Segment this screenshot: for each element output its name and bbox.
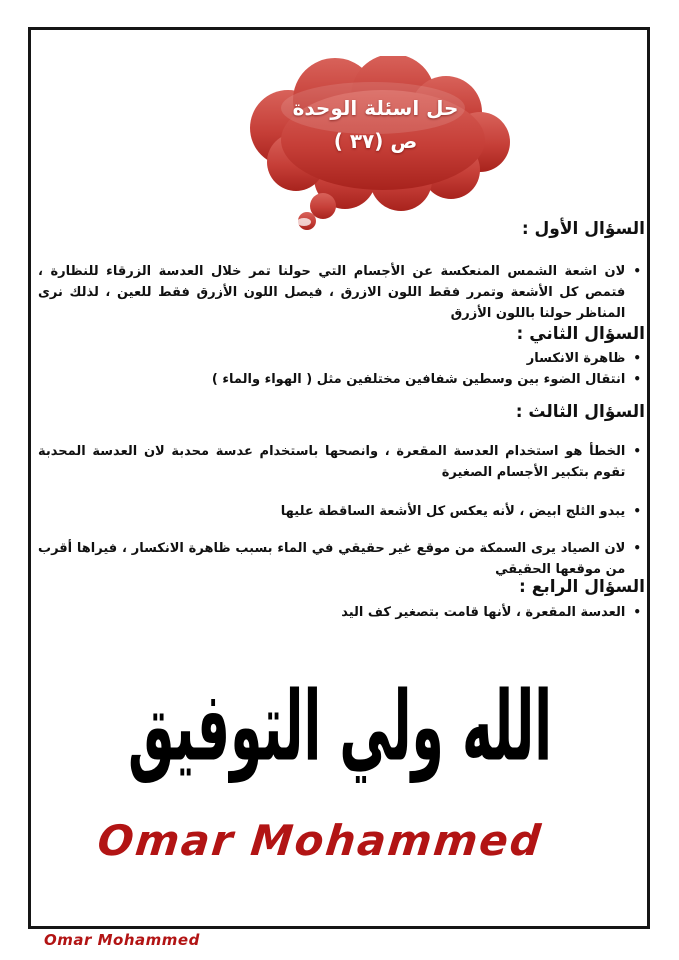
footer-author: Omar Mohammed: [44, 931, 200, 949]
section-3-bullet-3: • لان الصياد يرى السمكة من موقع غير حقيقي في الماء بسبب ظاهرة الانكسار ، فيراها أقرب من موقعها الحقيقي: [38, 538, 641, 580]
bullet-icon: •: [633, 351, 641, 365]
bullet-icon: •: [633, 504, 641, 518]
bullet-icon: •: [633, 605, 641, 619]
thought-bubble: [233, 56, 518, 234]
section-3-bullet-1: • الخطأ هو استخدام العدسة المقعرة ، وانصحها باستخدام عدسة محدبة لان العدسة المحدبة تقوم بتكبير الأجسام الصغيرة: [38, 441, 641, 483]
section-4-bullet-1: • العدسة المقعرة ، لأنها قامت بتصغير كف اليد: [38, 602, 641, 623]
bullet-icon: •: [633, 372, 641, 386]
section-3-title: السؤال الثالث :: [515, 402, 645, 422]
bullet-icon: •: [633, 264, 641, 278]
section-3-bullet-2: • يبدو الثلج ابيض ، لأنه يعكس كل الأشعة الساقطة عليها: [38, 501, 641, 522]
bubble-title: [233, 92, 518, 158]
section-1-bullet-1: • لان اشعة الشمس المنعكسة عن الأجسام التي حولنا تمر خلال العدسة الزرقاء للنظارة ، فتمص كل الأشعة وتمرر فقط اللون الازرق ، فيصل اللون الأزرق فقط للعين ، لذلك نرى المناظر حولنا باللون الأزرق: [38, 261, 641, 324]
bubble-page-number: ص (٣٧ ): [333, 129, 418, 153]
section-2-title: السؤال الثاني :: [516, 324, 645, 344]
section-1-title: السؤال الأول :: [521, 219, 645, 239]
bullet-icon: •: [633, 541, 641, 555]
bubble-title-line1: حل اسئلة الوحدة: [292, 96, 459, 120]
section-4-title: السؤال الرابع :: [519, 577, 645, 597]
section-2-bullet-1: • ظاهرة الانكسار: [38, 348, 641, 369]
calligraphy-allah-wali-altawfiq: الله ولي التوفيق: [127, 672, 553, 784]
signature-text: Omar Mohammed: [95, 816, 545, 865]
section-2-bullet-2: • انتقال الضوء بين وسطين شفافين مختلفين مثل ( الهواء والماء ): [38, 369, 641, 390]
bullet-icon: •: [633, 444, 641, 458]
